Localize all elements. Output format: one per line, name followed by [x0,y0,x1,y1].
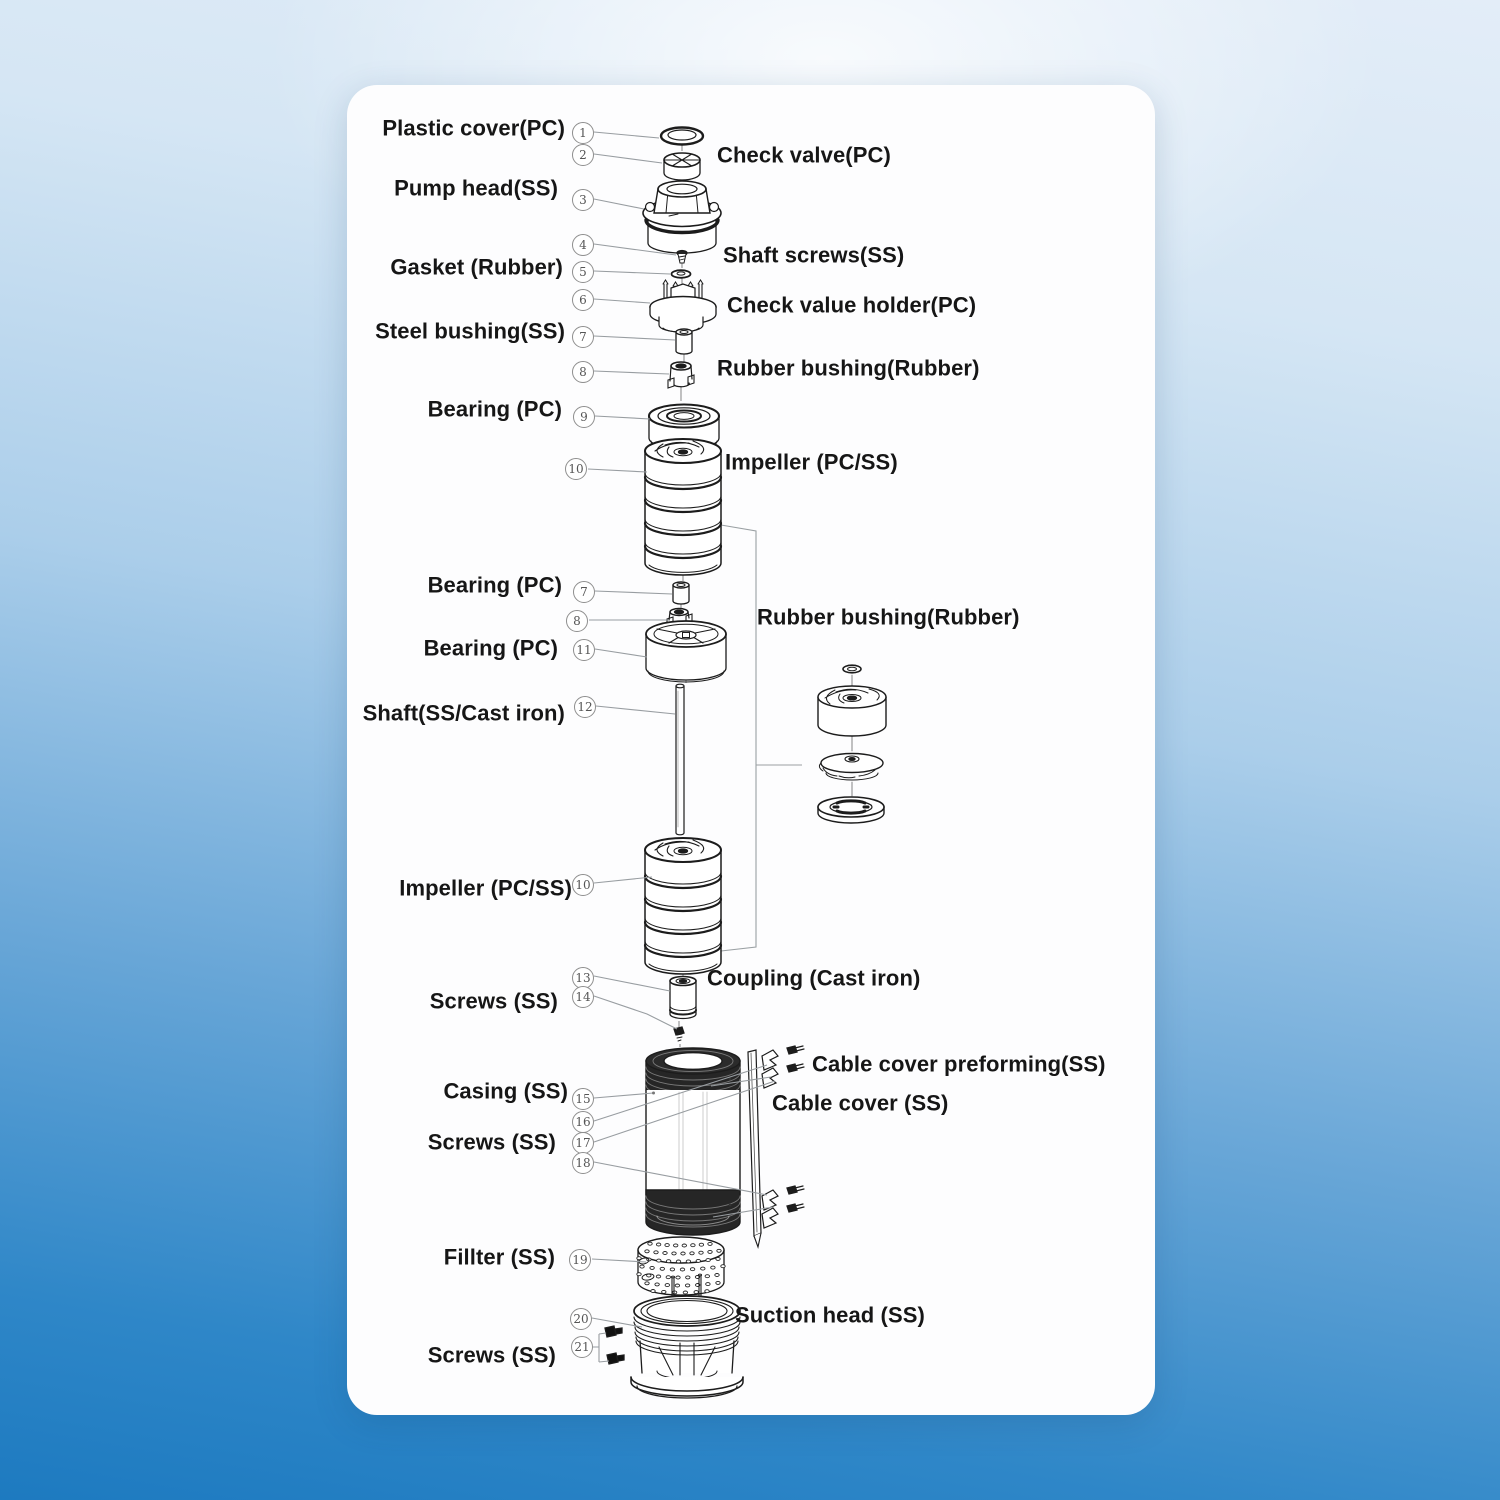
part-label-right-4: Impeller (PC/SS) [725,449,898,475]
part-number-badge-11: 11 [573,639,595,661]
part-label-left-8: Impeller (PC/SS) [399,875,572,901]
rubber-bushing-bracket [721,525,802,951]
rubber-bushing-inset-drawing [818,665,886,823]
part-label-left-12: Fillter (SS) [443,1244,555,1270]
part-number-badge-10: 10 [572,874,594,896]
part-label-left-11: Screws (SS) [427,1129,556,1155]
diagram-card [347,85,1155,1415]
impeller-stack-2-drawing [645,838,721,974]
part-label-right-0: Check valve(PC) [717,142,891,168]
impeller-stack-1-drawing [645,439,721,575]
part-label-left-4: Bearing (PC) [427,396,562,422]
shaft-drawing [676,684,684,835]
part-label-left-6: Bearing (PC) [423,635,558,661]
part-number-badge-13: 13 [572,967,594,989]
part-label-left-10: Casing (SS) [443,1078,568,1104]
check-valve-holder-drawing [650,280,716,332]
part-label-left-3: Steel bushing(SS) [375,318,565,344]
part-label-left-13: Screws (SS) [427,1342,556,1368]
part-number-badge-16: 16 [572,1111,594,1133]
filter-drawing [637,1237,725,1295]
part-label-left-1: Pump head(SS) [394,175,558,201]
pump-exploded-drawing [347,85,1155,1415]
part-number-badge-21: 21 [571,1336,593,1358]
gasket-drawing [672,270,691,278]
rubber-bushing-drawing [668,362,694,388]
screw-14-drawing [674,1027,684,1041]
part-label-right-7: Cable cover preforming(SS) [812,1051,1106,1077]
part-number-badge-5: 5 [572,261,594,283]
suction-screws-drawing [605,1326,624,1364]
part-label-right-5: Rubber bushing(Rubber) [757,604,1020,630]
part-number-badge-4: 4 [572,234,594,256]
part-label-left-7: Shaft(SS/Cast iron) [362,700,565,726]
part-number-badge-7: 7 [573,581,595,603]
steel-bushing-drawing [676,329,692,354]
part-label-right-2: Check value holder(PC) [727,292,977,318]
coupling-drawing [670,977,696,1019]
part-label-left-2: Gasket (Rubber) [390,254,563,280]
part-label-left-5: Bearing (PC) [427,572,562,598]
part-label-right-1: Shaft screws(SS) [723,242,905,268]
shaft-screw-drawing [677,251,687,264]
part-number-badge-10: 10 [565,458,587,480]
part-number-badge-12: 12 [574,696,596,718]
part-number-badge-17: 17 [572,1132,594,1154]
part-number-badge-6: 6 [572,289,594,311]
part-number-badge-7: 7 [572,326,594,348]
part-label-right-8: Cable cover (SS) [772,1090,949,1116]
part-label-right-9: Suction head (SS) [735,1302,925,1328]
part-number-badge-14: 14 [572,986,594,1008]
bearing-mid-drawing [673,582,689,604]
plastic-cover-drawing [661,128,703,145]
part-label-left-0: Plastic cover(PC) [382,115,565,141]
part-number-badge-2: 2 [572,144,594,166]
part-label-right-3: Rubber bushing(Rubber) [717,355,980,381]
part-number-badge-15: 15 [572,1088,594,1110]
part-label-right-6: Coupling (Cast iron) [707,965,921,991]
casing-drawing [646,1048,740,1235]
part-label-left-9: Screws (SS) [429,988,558,1014]
part-number-badge-8: 8 [566,610,588,632]
part-number-badge-20: 20 [570,1308,592,1330]
part-number-badge-9: 9 [573,406,595,428]
pump-head-drawing [643,181,721,253]
bearing-housing-drawing [646,621,726,682]
part-number-badge-19: 19 [569,1249,591,1271]
part-number-badge-8: 8 [572,361,594,383]
part-number-badge-18: 18 [572,1152,594,1174]
check-valve-drawing [664,153,700,180]
cable-cover-preforming-drawing [762,1046,804,1228]
part-number-badge-1: 1 [572,122,594,144]
part-number-badge-3: 3 [572,189,594,211]
